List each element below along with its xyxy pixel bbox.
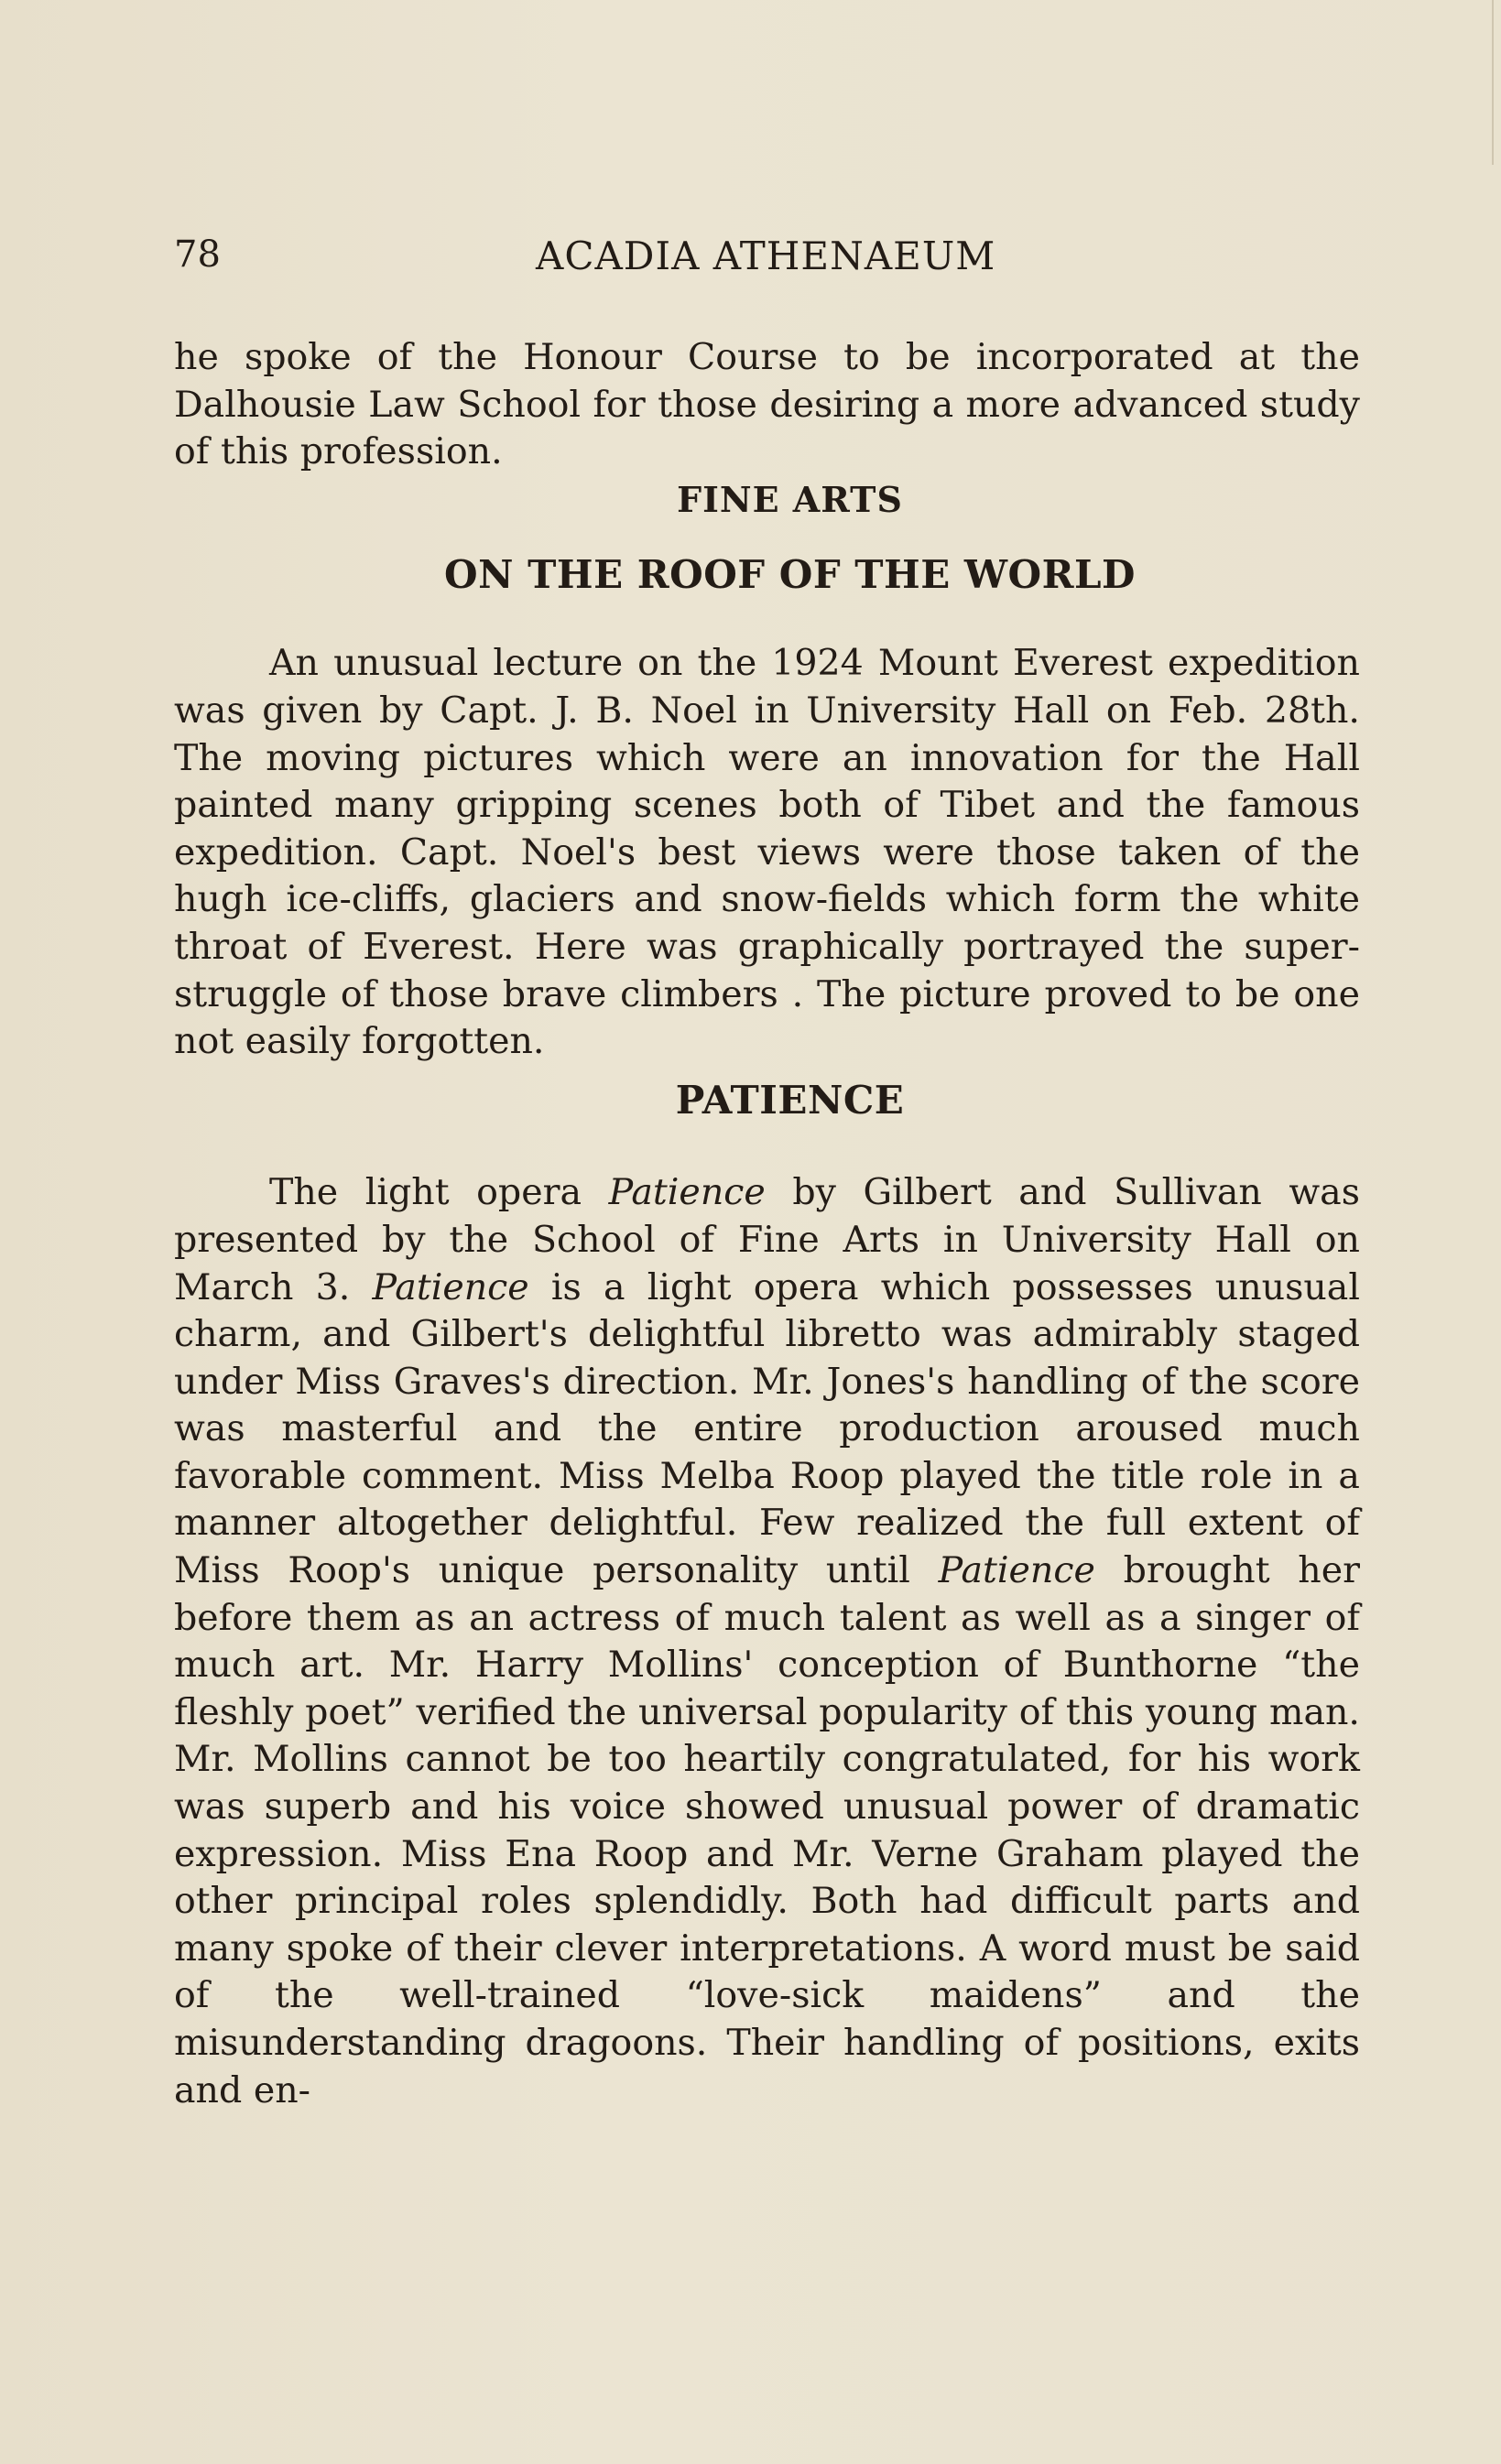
- italic-title: Patience: [372, 1265, 529, 1308]
- article-heading-patience: PATIENCE: [675, 1077, 905, 1123]
- text-segment: by Gilbert and Sullivan was presented by the School of Fine Arts in University Hall on March 3.: [174, 1171, 1360, 1308]
- page-content: [174, 334, 1360, 2114]
- article-paragraph-everest: An unusual lecture on the 1924 Mount Everest expedition was given by Capt. J. B. Noel in University Hall on Feb. 28th. The moving pictures which were an innovation for the Hall painted many gripping scenes both of Tibet and the famous expedition. Capt. Noel's best views were those taken of the hugh ice-cliffs, glaciers and snow-fields which form the white throat of Everest. Here was graphically portrayed the super-struggle of those brave climbers . The picture proved to be one not easily forgotten.: [174, 642, 1360, 1063]
- text-segment: brought her before them as an actress of much talent as well as a singer of much art. Mr. Harry Mollins' conception of Bunthorne “the fleshly poet” verified the universal popularity of this young man. Mr. Mollins cannot be too heartily congratulated, for his work was superb and his voice showed unusual power of dramatic expression. Miss Ena Roop and Mr. Verne Graham played the other principal roles splendidly. Both had difficult parts and many spoke of their clever interpretations. A word must be said of the well-trained “love-sick maidens” and the misunderstanding dragoons. Their handling of positions, exits and en-: [174, 1549, 1361, 2111]
- article-heading-roof-of-world: ON THE ROOF OF THE WORLD: [444, 551, 1136, 597]
- text-segment: is a light opera which possesses unusual charm, and Gilbert's delightful libretto was admirably staged under Miss Graves's direction. Mr. Jones's handling of the score was masterful and the entire production aroused much favorable comment. Miss Melba Roop played the title role in a manner altogether delightful. Few realized the full extent of Miss Roop's unique personality until: [174, 1265, 1360, 1592]
- page-edge-line: [1492, 0, 1494, 165]
- italic-title: Patience: [608, 1171, 766, 1214]
- page-header: [174, 233, 1365, 288]
- article-paragraph-patience: [174, 1169, 1360, 2114]
- text-segment: The light opera: [269, 1171, 609, 1214]
- running-title: ACADIA ATHENAEUM: [536, 233, 996, 278]
- intro-paragraph: he spoke of the Honour Course to be incorporated at the Dalhousie Law School for those desiring a more advanced study of this profession.: [174, 336, 1360, 473]
- page-number: 78: [174, 233, 221, 276]
- italic-title: Patience: [938, 1549, 1095, 1592]
- section-heading: FINE ARTS: [677, 478, 903, 520]
